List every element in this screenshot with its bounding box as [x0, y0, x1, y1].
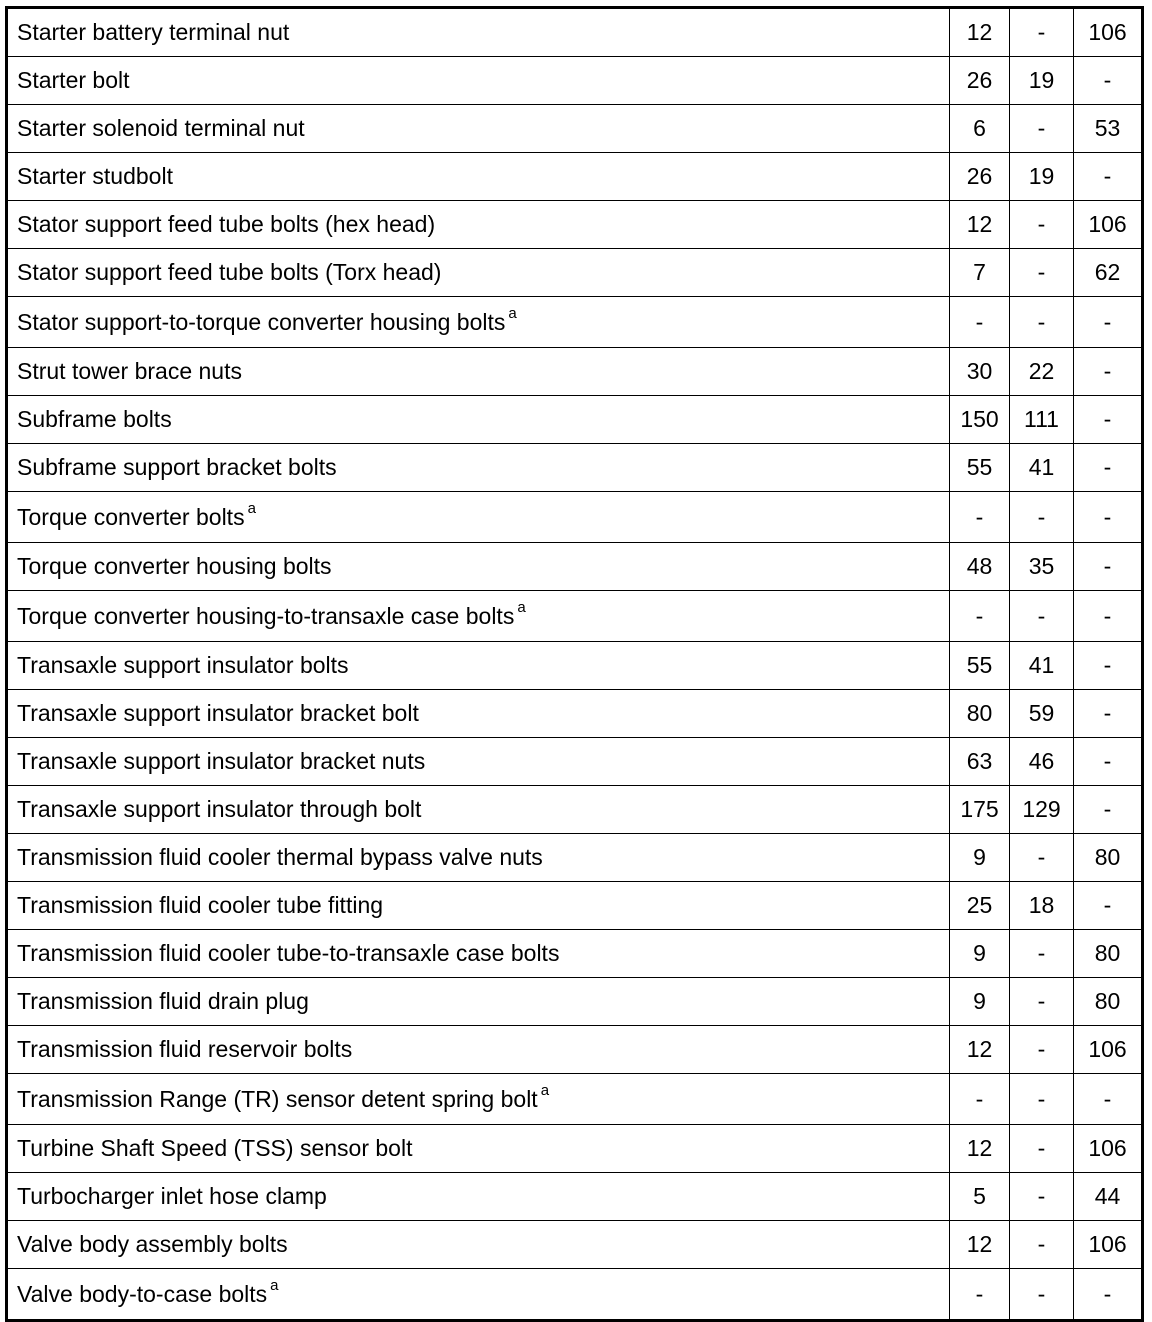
torque-nm-cell: 12: [950, 201, 1010, 249]
torque-lbft-cell: -: [1010, 297, 1074, 348]
torque-lbft-cell: 46: [1010, 738, 1074, 786]
table-row: [7, 1125, 1143, 1173]
component-description-cell: [7, 1026, 950, 1074]
torque-nm-cell: 9: [950, 930, 1010, 978]
component-description-cell: [7, 591, 950, 642]
torque-lbft-cell: -: [1010, 1269, 1074, 1321]
torque-lbft-cell: 41: [1010, 642, 1074, 690]
table-row: [7, 297, 1143, 348]
torque-nm-cell: 48: [950, 543, 1010, 591]
torque-nm-cell: 7: [950, 249, 1010, 297]
component-description: Stator support feed tube bolts (hex head): [17, 211, 436, 237]
footnote-marker: a: [247, 499, 256, 517]
torque-lbft-cell: -: [1010, 492, 1074, 543]
component-description-cell: [7, 1269, 950, 1321]
torque-lbin-cell: -: [1074, 642, 1143, 690]
component-description-cell: [7, 690, 950, 738]
component-description-cell: [7, 492, 950, 543]
component-description: Transmission fluid cooler tube-to-transaxle case bolts: [17, 940, 560, 966]
component-description-cell: [7, 297, 950, 348]
table-row: [7, 153, 1143, 201]
torque-nm-cell: -: [950, 1074, 1010, 1125]
table-row: [7, 543, 1143, 591]
table-row: [7, 396, 1143, 444]
torque-nm-cell: -: [950, 297, 1010, 348]
footnote-marker: a: [508, 304, 517, 322]
component-description: Transmission fluid drain plug: [17, 988, 309, 1014]
component-description-cell: [7, 930, 950, 978]
component-description: Valve body assembly bolts: [17, 1231, 288, 1257]
torque-lbft-cell: -: [1010, 8, 1074, 57]
table-row: [7, 930, 1143, 978]
component-description: Transaxle support insulator bracket nuts: [17, 748, 426, 774]
torque-lbft-cell: -: [1010, 591, 1074, 642]
torque-lbft-cell: 19: [1010, 57, 1074, 105]
torque-lbin-cell: -: [1074, 348, 1143, 396]
torque-nm-cell: 12: [950, 1221, 1010, 1269]
torque-lbin-cell: -: [1074, 738, 1143, 786]
component-description: Transmission fluid cooler tube fitting: [17, 892, 384, 918]
table-row: [7, 978, 1143, 1026]
component-description-cell: [7, 738, 950, 786]
component-description-cell: [7, 396, 950, 444]
component-description: Stator support-to-torque converter housing bolts: [17, 308, 506, 335]
torque-lbft-cell: 22: [1010, 348, 1074, 396]
torque-nm-cell: 12: [950, 1125, 1010, 1173]
torque-nm-cell: -: [950, 492, 1010, 543]
table-row: [7, 786, 1143, 834]
torque-lbin-cell: -: [1074, 57, 1143, 105]
table-row: [7, 1074, 1143, 1125]
torque-lbin-cell: 53: [1074, 105, 1143, 153]
torque-lbft-cell: 41: [1010, 444, 1074, 492]
component-description: Turbocharger inlet hose clamp: [17, 1183, 327, 1209]
torque-lbin-cell: -: [1074, 882, 1143, 930]
torque-lbft-cell: -: [1010, 201, 1074, 249]
component-description: Stator support feed tube bolts (Torx head): [17, 259, 442, 285]
torque-lbin-cell: -: [1074, 591, 1143, 642]
torque-lbft-cell: 18: [1010, 882, 1074, 930]
component-description-cell: [7, 882, 950, 930]
torque-lbft-cell: -: [1010, 1074, 1074, 1125]
torque-nm-cell: 5: [950, 1173, 1010, 1221]
table-body: [7, 8, 1143, 1321]
torque-lbft-cell: -: [1010, 1173, 1074, 1221]
torque-lbft-cell: -: [1010, 249, 1074, 297]
component-description: Transaxle support insulator bolts: [17, 652, 349, 678]
torque-lbin-cell: -: [1074, 1269, 1143, 1321]
table-row: [7, 882, 1143, 930]
torque-lbin-cell: -: [1074, 444, 1143, 492]
torque-lbft-cell: -: [1010, 930, 1074, 978]
component-description-cell: [7, 786, 950, 834]
torque-nm-cell: 175: [950, 786, 1010, 834]
table-row: [7, 738, 1143, 786]
torque-lbin-cell: 80: [1074, 834, 1143, 882]
torque-lbin-cell: -: [1074, 786, 1143, 834]
torque-lbin-cell: 106: [1074, 8, 1143, 57]
torque-nm-cell: -: [950, 591, 1010, 642]
component-description: Starter studbolt: [17, 163, 173, 189]
torque-lbin-cell: -: [1074, 396, 1143, 444]
torque-lbin-cell: 106: [1074, 201, 1143, 249]
component-description: Subframe support bracket bolts: [17, 454, 337, 480]
torque-lbft-cell: 111: [1010, 396, 1074, 444]
footnote-marker: a: [270, 1276, 279, 1294]
component-description: Transaxle support insulator through bolt: [17, 796, 422, 822]
table-row: [7, 1173, 1143, 1221]
component-description-cell: [7, 1074, 950, 1125]
torque-nm-cell: 63: [950, 738, 1010, 786]
component-description: Torque converter housing-to-transaxle case bolts: [17, 602, 515, 629]
torque-lbin-cell: 62: [1074, 249, 1143, 297]
component-description: Subframe bolts: [17, 406, 172, 432]
torque-lbft-cell: -: [1010, 1221, 1074, 1269]
component-description: Valve body-to-case bolts: [17, 1280, 268, 1307]
component-description-cell: [7, 834, 950, 882]
component-description: Strut tower brace nuts: [17, 358, 242, 384]
torque-nm-cell: 30: [950, 348, 1010, 396]
torque-lbft-cell: -: [1010, 978, 1074, 1026]
table-row: [7, 57, 1143, 105]
torque-nm-cell: 26: [950, 153, 1010, 201]
component-description-cell: [7, 153, 950, 201]
component-description: Starter bolt: [17, 67, 130, 93]
table-row: [7, 1221, 1143, 1269]
torque-lbft-cell: 59: [1010, 690, 1074, 738]
component-description: Transmission fluid reservoir bolts: [17, 1036, 353, 1062]
component-description-cell: [7, 105, 950, 153]
torque-lbin-cell: 106: [1074, 1026, 1143, 1074]
torque-lbin-cell: 44: [1074, 1173, 1143, 1221]
torque-nm-cell: 12: [950, 1026, 1010, 1074]
torque-lbin-cell: 106: [1074, 1125, 1143, 1173]
table-row: [7, 834, 1143, 882]
torque-nm-cell: -: [950, 1269, 1010, 1321]
component-description-cell: [7, 201, 950, 249]
component-description-cell: [7, 1221, 950, 1269]
table-row: [7, 8, 1143, 57]
table-row: [7, 642, 1143, 690]
torque-nm-cell: 9: [950, 978, 1010, 1026]
torque-nm-cell: 55: [950, 444, 1010, 492]
torque-nm-cell: 55: [950, 642, 1010, 690]
component-description-cell: [7, 8, 950, 57]
table-row: [7, 1269, 1143, 1321]
torque-lbft-cell: -: [1010, 105, 1074, 153]
torque-nm-cell: 12: [950, 8, 1010, 57]
component-description-cell: [7, 1173, 950, 1221]
torque-lbin-cell: -: [1074, 543, 1143, 591]
footnote-marker: a: [540, 1081, 550, 1099]
component-description-cell: [7, 57, 950, 105]
component-description-cell: [7, 1125, 950, 1173]
table-row: [7, 444, 1143, 492]
component-description-cell: [7, 444, 950, 492]
component-description-cell: [7, 543, 950, 591]
torque-lbin-cell: -: [1074, 690, 1143, 738]
component-description: Turbine Shaft Speed (TSS) sensor bolt: [17, 1135, 413, 1161]
table-row: [7, 492, 1143, 543]
component-description: Starter solenoid terminal nut: [17, 115, 305, 141]
component-description-cell: [7, 348, 950, 396]
torque-lbin-cell: -: [1074, 153, 1143, 201]
torque-lbft-cell: 35: [1010, 543, 1074, 591]
torque-lbin-cell: -: [1074, 1074, 1143, 1125]
table-row: [7, 348, 1143, 396]
torque-lbft-cell: 129: [1010, 786, 1074, 834]
torque-lbin-cell: 80: [1074, 930, 1143, 978]
table-row: [7, 201, 1143, 249]
table-row: [7, 690, 1143, 738]
torque-lbft-cell: -: [1010, 834, 1074, 882]
torque-lbin-cell: -: [1074, 492, 1143, 543]
table-row: [7, 105, 1143, 153]
torque-lbin-cell: 80: [1074, 978, 1143, 1026]
torque-nm-cell: 6: [950, 105, 1010, 153]
component-description: Transmission Range (TR) sensor detent spring bolt: [17, 1085, 538, 1112]
torque-lbin-cell: 106: [1074, 1221, 1143, 1269]
torque-nm-cell: 9: [950, 834, 1010, 882]
torque-nm-cell: 25: [950, 882, 1010, 930]
component-description: Torque converter bolts: [17, 503, 245, 530]
component-description: Transaxle support insulator bracket bolt: [17, 700, 419, 726]
torque-nm-cell: 26: [950, 57, 1010, 105]
torque-specification-table: [5, 6, 1144, 1322]
component-description-cell: [7, 642, 950, 690]
component-description: Transmission fluid cooler thermal bypass valve nuts: [17, 844, 543, 870]
torque-nm-cell: 80: [950, 690, 1010, 738]
component-description: Starter battery terminal nut: [17, 19, 290, 45]
torque-lbft-cell: 19: [1010, 153, 1074, 201]
component-description-cell: [7, 978, 950, 1026]
torque-nm-cell: 150: [950, 396, 1010, 444]
footnote-marker: a: [517, 598, 526, 616]
torque-lbin-cell: -: [1074, 297, 1143, 348]
table-row: [7, 249, 1143, 297]
torque-lbft-cell: -: [1010, 1125, 1074, 1173]
component-description-cell: [7, 249, 950, 297]
torque-lbft-cell: -: [1010, 1026, 1074, 1074]
component-description: Torque converter housing bolts: [17, 553, 332, 579]
table-row: [7, 1026, 1143, 1074]
table-row: [7, 591, 1143, 642]
